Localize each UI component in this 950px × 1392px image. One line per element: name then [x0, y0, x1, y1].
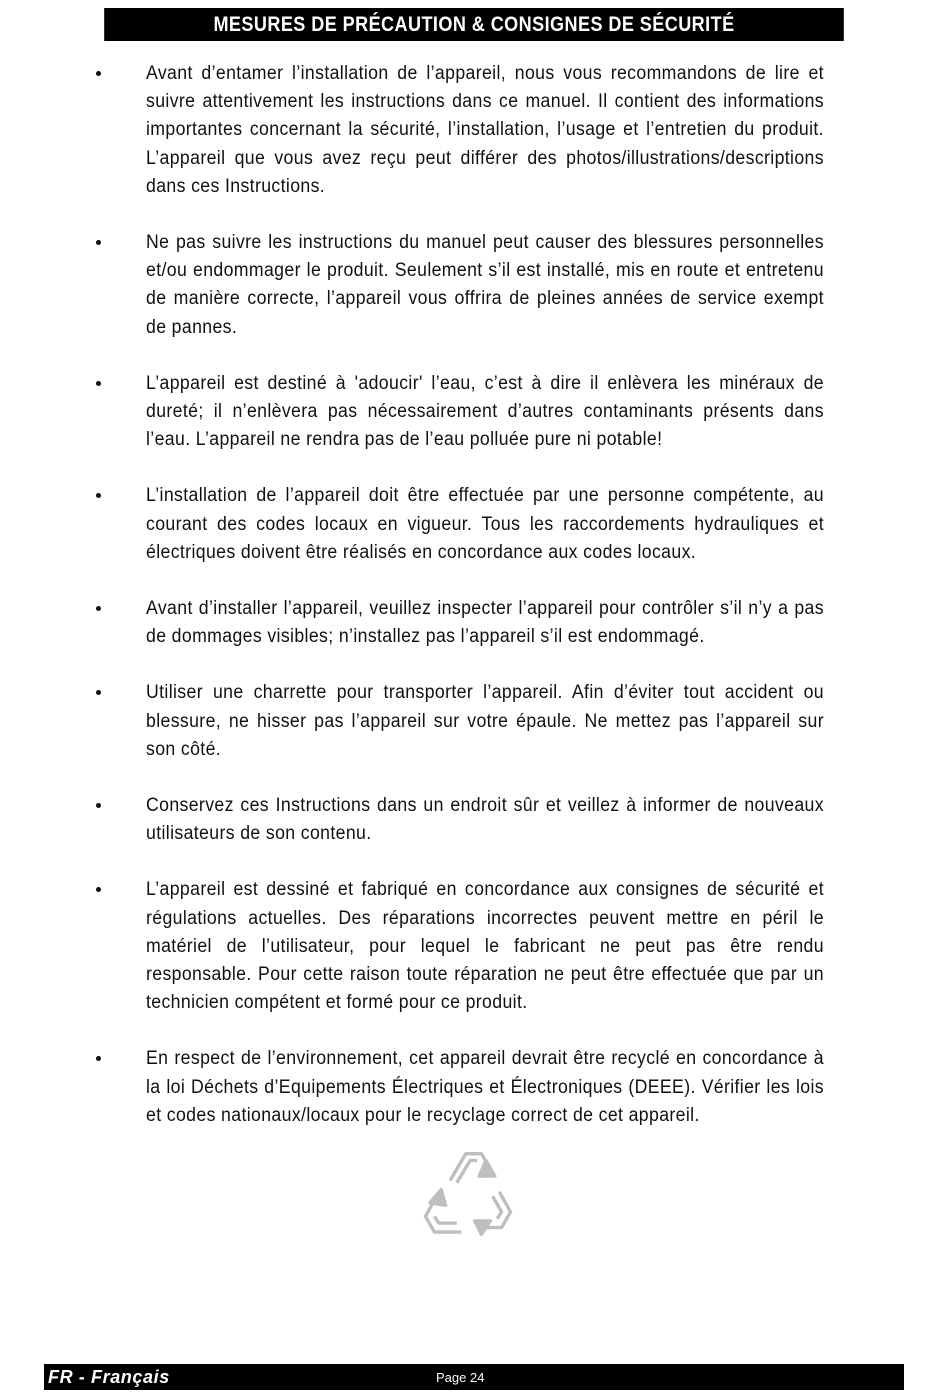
list-item-text: En respect de l’environnement, cet appareil devrait être recyclé en concordance à la loi Déchets d’Equipements Électriques et Électroniques (DEEE). Vérifier les lois et codes nationaux/locaux pour le recyclage correct de cet appareil.: [146, 1048, 824, 1126]
section-title: MESURES DE PRÉCAUTION & CONSIGNES DE SÉCURITÉ: [213, 13, 735, 36]
list-item-text: L’appareil est destiné à 'adoucir' l’eau, c’est à dire il enlèvera les minéraux de dureté; il n’enlèvera pas nécessairement d’autres contaminants présents dans l’eau. L’appareil ne rendra pas de l’eau polluée pure ni potable!: [146, 372, 824, 451]
bullet-icon: [96, 493, 101, 498]
list-item-text: L’appareil est dessiné et fabriqué en concordance aux consignes de sécurité et régulations actuelles. Des réparations incorrectes peuvent mettre en péril le matériel de l’utilisateur, pour lequel le fabricant ne peut pas être rendu responsable. Pour cette raison toute réparation ne peut être effectuée que par un technicien compétent et formé pour ce produit.: [146, 879, 824, 1014]
list-item: [0, 792, 950, 848]
bullet-icon: [96, 690, 101, 695]
bullet-icon: [96, 606, 101, 611]
footer-page-number: Page 24: [436, 1370, 485, 1385]
list-item: [0, 1045, 950, 1130]
list-item-text: Avant d’installer l’appareil, veuillez inspecter l’appareil pour contrôler s’il n’y a pas de dommages visibles; n’installez pas l’appareil s’il est endommagé.: [146, 598, 824, 648]
footer-bar: [44, 1364, 904, 1390]
list-item: [0, 60, 950, 201]
bullet-icon: [96, 887, 101, 892]
list-item-text: L’installation de l’appareil doit être effectuée par une personne compétente, au courant des codes locaux en vigueur. Tous les raccordements hydrauliques et électriques doivent être réalisés en concordance aux codes locaux.: [146, 485, 824, 563]
list-item: [0, 679, 950, 764]
list-item: [0, 482, 950, 567]
list-item-text: Avant d’entamer l’installation de l’appareil, nous vous recommandons de lire et suivre attentivement les instructions dans ce manuel. Il contient des informations importantes concernant la sécurité, l’installation, l’usage et l’entretien du produit. L’appareil que vous avez reçu peut différer des photos/illustrations/descriptions dans ces Instructions.: [146, 63, 824, 197]
section-title-bar: [104, 8, 844, 41]
list-item-text: Utiliser une charrette pour transporter l’appareil. Afin d’éviter tout accident ou blessure, ne hisser pas l’appareil sur votre épaule. Ne mettez pas l’appareil sur son côté.: [146, 682, 824, 760]
bullet-icon: [96, 240, 101, 245]
list-item: [0, 876, 950, 1017]
bullet-icon: [96, 381, 101, 386]
list-item: [0, 229, 950, 342]
list-item-text: Ne pas suivre les instructions du manuel peut causer des blessures personnelles et/ou endommager le produit. Seulement s’il est installé, mis en route et entretenu de manière correcte, l’appareil vous offrira de pleines années de service exempt de pannes.: [146, 232, 824, 338]
safety-instructions-list: [0, 60, 950, 1158]
list-item-text: Conservez ces Instructions dans un endroit sûr et veillez à informer de nouveaux utilisateurs de son contenu.: [146, 795, 824, 845]
bullet-icon: [96, 1056, 101, 1061]
recycle-icon: [412, 1138, 524, 1250]
list-item: [0, 370, 950, 455]
bullet-icon: [96, 71, 101, 76]
footer-language-label: FR - Français: [48, 1367, 170, 1387]
recycle-icon-arrows: [425, 1154, 510, 1235]
list-item: [0, 595, 950, 651]
bullet-icon: [96, 803, 101, 808]
